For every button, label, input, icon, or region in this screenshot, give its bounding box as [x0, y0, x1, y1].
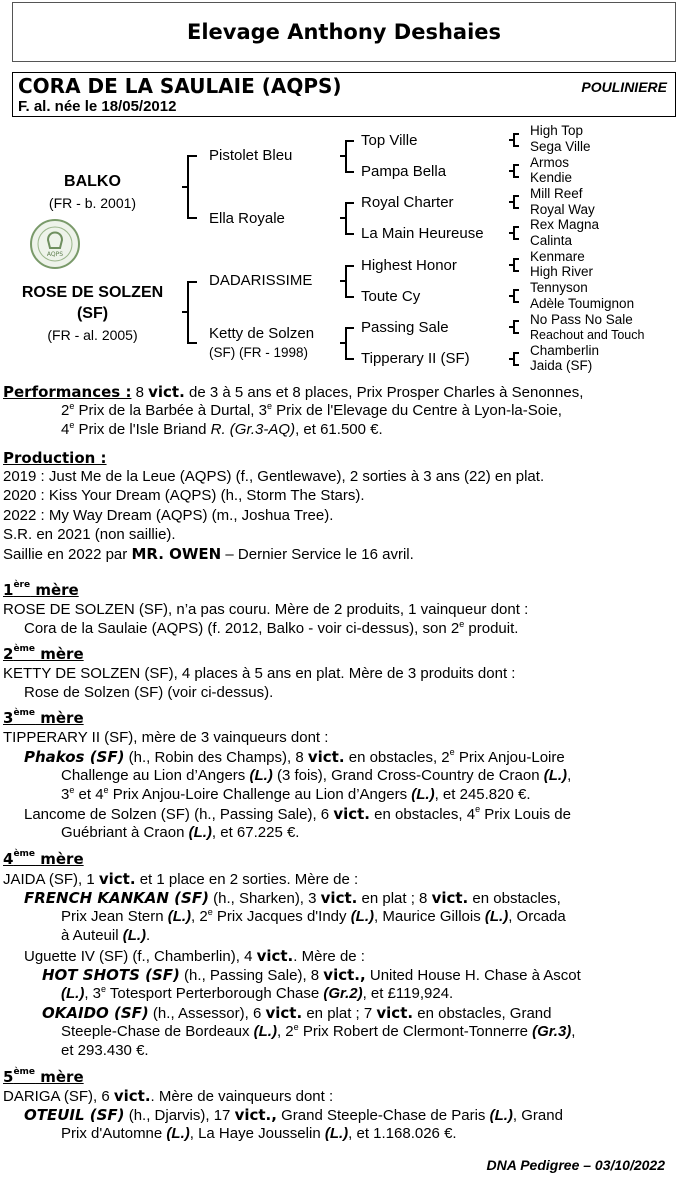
mere-5-heading	[3, 1068, 84, 1086]
sup: e	[459, 619, 465, 629]
text: à Auteuil	[61, 927, 123, 944]
performances-label: Performances :	[3, 383, 132, 401]
text: mère	[35, 1068, 84, 1086]
gen3-item: Pampa Bella	[361, 163, 447, 180]
text: et 1 place en 2 sorties. Mère de :	[135, 871, 359, 888]
text: Prix de l'Elevage du Centre à Lyon-la-Soie,	[271, 402, 562, 419]
mere-3-line	[61, 767, 571, 784]
text: (h., Djarvis), 17	[124, 1107, 235, 1124]
text: Saillie en 2022 par	[3, 546, 132, 563]
mere-2-line: Rose de Solzen (SF) (voir ci-dessus).	[24, 684, 274, 701]
gen4-item: Royal Way	[530, 202, 595, 217]
vict: vict.	[376, 1004, 414, 1022]
listed: (L.)	[543, 767, 568, 784]
horse-name: CORA DE LA SAULAIE (AQPS)	[18, 74, 342, 98]
sup: e	[69, 420, 75, 430]
vict: vict.	[307, 748, 345, 766]
gen3-item: Highest Honor	[361, 257, 457, 274]
text: Prix Robert de Clermont-Tonnerre	[298, 1023, 533, 1040]
text: Challenge au Lion d’Angers	[61, 767, 250, 784]
mere-1-heading	[3, 581, 79, 599]
sup: e	[103, 785, 109, 795]
sup: e	[449, 747, 455, 757]
sup: ème	[13, 849, 36, 859]
gen2-dam-dam: Ketty de Solzen	[209, 325, 315, 342]
text: Prix Jacques d'Indy	[212, 908, 351, 925]
text: Uguette IV (SF) (f., Chamberlin), 4	[24, 948, 257, 965]
sup: ère	[13, 580, 31, 590]
listed: (L.)	[411, 786, 435, 803]
mere-3-line	[61, 786, 531, 803]
text: mère	[35, 850, 84, 868]
gen3-item: Royal Charter	[361, 194, 454, 211]
sup: e	[69, 401, 75, 411]
text: 3	[61, 786, 70, 803]
text: R. (Gr.3-AQ)	[210, 421, 296, 438]
listed: (L.)	[61, 985, 85, 1002]
listed: (L.)	[167, 908, 192, 925]
text: en obstacles, Grand	[413, 1005, 552, 1022]
dam-name-suffix: (SF)	[76, 305, 109, 322]
text: (h., Robin des Champs), 8	[124, 749, 308, 766]
gen4-item: Kendie	[530, 170, 573, 185]
text: , La Haye Jousselin	[189, 1125, 325, 1142]
text: Prix Anjou-Loire	[454, 749, 565, 766]
sup: ème	[13, 644, 36, 654]
mere-4-line	[61, 908, 566, 925]
listed: (L.)	[350, 908, 375, 925]
gen4-item: Sega Ville	[530, 139, 591, 154]
text: 4	[61, 421, 70, 438]
text: Totesport Perterborough Chase	[106, 985, 324, 1002]
text: Grand Steeple-Chase de Paris	[276, 1107, 490, 1124]
performances-line-2	[61, 402, 562, 419]
text: produit.	[464, 620, 519, 637]
vict: vict.	[256, 947, 294, 965]
text: , et 245.820 €.	[434, 786, 531, 803]
gen3-item: Tipperary II (SF)	[361, 350, 470, 367]
horse-name: FRENCH KANKAN (SF)	[24, 889, 209, 907]
text: 2	[3, 645, 14, 663]
gen4-item: Tennyson	[530, 280, 588, 295]
sup: e	[207, 907, 213, 917]
gen4-item: Kenmare	[530, 249, 585, 264]
text: .	[146, 927, 151, 944]
sup: e	[101, 984, 107, 994]
text: , Grand	[512, 1107, 563, 1124]
gen2-sire-sire: Pistolet Bleu	[209, 147, 293, 164]
mere-4-line	[61, 985, 453, 1002]
text: en obstacles,	[468, 890, 561, 907]
listed: (L.)	[122, 927, 147, 944]
mere-1-line: ROSE DE SOLZEN (SF), n’a pas couru. Mère de 2 produits, 1 vainqueur dont :	[3, 601, 529, 618]
vict: vict.	[98, 870, 136, 888]
text: . Mère de vainqueurs dont :	[150, 1088, 334, 1105]
mere-4-line: et 293.430 €.	[61, 1042, 149, 1059]
mere-3-heading	[3, 709, 84, 727]
gen4-item: Mill Reef	[530, 186, 583, 201]
text: , et 67.225 €.	[211, 824, 300, 841]
text: mère	[35, 709, 84, 727]
text: Steeple-Chase de Bordeaux	[61, 1023, 254, 1040]
text: Prix d'Automne	[61, 1125, 167, 1142]
text: et 4	[74, 786, 104, 803]
gen4-item: High River	[530, 264, 594, 279]
vict: vict.	[148, 383, 185, 401]
production-label: Production :	[3, 449, 107, 467]
text: JAIDA (SF), 1	[3, 871, 99, 888]
mere-2-line: KETTY DE SOLZEN (SF), 4 places à 5 ans en plat. Mère de 3 produits dont :	[3, 665, 516, 682]
gen3-item: Passing Sale	[361, 319, 449, 336]
text: 3	[3, 709, 14, 727]
horse-name: Phakos (SF)	[24, 748, 125, 766]
sire-info: (FR - b. 2001)	[48, 195, 137, 211]
vict: vict.	[333, 805, 371, 823]
text: mère	[35, 645, 84, 663]
group: (Gr.2)	[323, 985, 363, 1002]
vict: vict.,	[234, 1106, 277, 1124]
text: , 2	[276, 1023, 294, 1040]
mere-5-line	[3, 1087, 333, 1105]
listed: (L.)	[489, 1107, 513, 1124]
sup: e	[69, 785, 75, 795]
text: , 2	[191, 908, 208, 925]
production-line: 2020 : Kiss Your Dream (AQPS) (h., Storm The Stars).	[3, 487, 365, 504]
mere-4-line	[24, 889, 561, 907]
text: en obstacles, 4	[370, 806, 476, 823]
mere-3-line	[24, 805, 571, 823]
performances-line-1	[3, 383, 583, 401]
text: en obstacles, 2	[344, 749, 450, 766]
production-line: 2019 : Just Me de la Leue (AQPS) (f., Gentlewave), 2 sorties à 3 ans (22) en plat.	[3, 468, 545, 485]
text: mère	[30, 581, 79, 599]
dam-name: ROSE DE SOLZEN	[21, 284, 164, 301]
mere-3-line: TIPPERARY II (SF), mère de 3 vainqueurs dont :	[3, 729, 329, 746]
text: 5	[3, 1068, 14, 1086]
text: Prix de la Barbée à Durtal, 3	[74, 402, 267, 419]
listed: (L.)	[253, 1023, 277, 1040]
gen2-dam-sire: DADARISSIME	[209, 272, 313, 289]
text: , et £119,924.	[362, 985, 454, 1002]
mere-3-line	[24, 748, 565, 766]
text: en plat ; 7	[302, 1005, 377, 1022]
footer-credit: DNA Pedigree – 03/10/2022	[486, 1157, 665, 1173]
text: 1	[3, 581, 14, 599]
production-line: 2022 : My Way Dream (AQPS) (m., Joshua Tree).	[3, 507, 334, 524]
gen4-item: Calinta	[530, 233, 573, 248]
horse-name: HOT SHOTS (SF)	[42, 966, 180, 984]
gen3-item: Toute Cy	[361, 288, 421, 305]
text: (h., Assessor), 6	[148, 1005, 266, 1022]
text: United House H. Chase à Ascot	[365, 967, 581, 984]
text: 8	[131, 384, 149, 401]
gen4-item: Adèle Toumignon	[530, 296, 635, 311]
text: (3 fois), Grand Cross-Country de Craon	[272, 767, 544, 784]
mere-4-line	[3, 870, 358, 888]
text: 4	[3, 850, 14, 868]
vict: vict.	[431, 889, 469, 907]
text: Lancome de Solzen (SF) (h., Passing Sale), 6	[24, 806, 334, 823]
text: de 3 à 5 ans et 8 places, Prix Prosper Charles à Senonnes,	[184, 384, 584, 401]
text: . Mère de :	[293, 948, 365, 965]
text: ,	[571, 1023, 576, 1040]
sup: ème	[13, 708, 36, 718]
text: , et 1.168.026 €.	[348, 1125, 457, 1142]
page-title: Elevage Anthony Deshaies	[186, 20, 502, 44]
text: DARIGA (SF), 6	[3, 1088, 114, 1105]
mere-2-heading	[3, 645, 84, 663]
production-line: S.R. en 2021 (non saillie).	[3, 526, 176, 543]
mere-1-line	[24, 620, 518, 637]
horse-name: OTEUIL (SF)	[24, 1106, 125, 1124]
sup: ème	[13, 1067, 36, 1077]
mere-5-line	[24, 1106, 563, 1124]
sire-name: BALKO	[64, 173, 121, 190]
mere-4-line	[61, 927, 150, 944]
gen4-item: Chamberlin	[530, 343, 600, 358]
mere-4-heading	[3, 850, 84, 868]
horse-type: POULINIERE	[581, 79, 667, 95]
text: , Maurice Gillois	[374, 908, 485, 925]
text: ,	[567, 767, 572, 784]
listed: (L.)	[324, 1125, 349, 1142]
mere-4-line	[42, 1004, 552, 1022]
group: (Gr.3)	[532, 1023, 572, 1040]
text: Guébriant à Craon	[61, 824, 189, 841]
text: (h., Passing Sale), 8	[179, 967, 324, 984]
sup: e	[475, 804, 481, 814]
text: , et 61.500 €.	[295, 421, 383, 438]
text: Prix de l'Isle Briand	[74, 421, 211, 438]
text: (h., Sharken), 3	[208, 890, 321, 907]
vict: vict.	[265, 1004, 303, 1022]
text: , Orcada	[508, 908, 566, 925]
mere-4-line	[61, 1023, 575, 1040]
stallion-name: MR. OWEN	[131, 545, 222, 563]
gen4-item: Reachout and Touch	[530, 328, 645, 342]
gen4-item: High Top	[530, 123, 584, 138]
listed: (L.)	[166, 1125, 190, 1142]
vict: vict.,	[323, 966, 366, 984]
gen4-item: No Pass No Sale	[530, 312, 633, 327]
vict: vict.	[113, 1087, 151, 1105]
sup: e	[293, 1022, 299, 1032]
gen3-item: Top Ville	[361, 132, 418, 149]
vict: vict.	[320, 889, 358, 907]
aqps-logo	[29, 218, 81, 270]
text: , 3	[84, 985, 102, 1002]
text: Prix Louis de	[480, 806, 571, 823]
logo-text: AQPS	[46, 251, 64, 258]
mere-4-line	[42, 966, 581, 984]
sup: e	[266, 401, 272, 411]
performances-line-3	[61, 421, 383, 438]
text: 2	[61, 402, 70, 419]
text: Prix Jean Stern	[61, 908, 168, 925]
gen4-item: Jaida (SF)	[530, 358, 593, 373]
listed: (L.)	[188, 824, 212, 841]
gen3-item: La Main Heureuse	[361, 225, 484, 242]
horse-name: OKAIDO (SF)	[42, 1004, 149, 1022]
mere-4-line	[24, 947, 365, 965]
listed: (L.)	[484, 908, 509, 925]
text: Prix Anjou-Loire Challenge au Lion d’Angers	[108, 786, 412, 803]
gen4-item: Armos	[530, 155, 570, 170]
text: en plat ; 8	[357, 890, 432, 907]
gen2-sire-dam: Ella Royale	[209, 210, 285, 227]
text: Cora de la Saulaie (AQPS) (f. 2012, Balko - voir ci-dessus), son 2	[24, 620, 460, 637]
text: – Dernier Service le 16 avril.	[221, 546, 414, 563]
listed: (L.)	[249, 767, 273, 784]
horse-birth: F. al. née le 18/05/2012	[18, 98, 177, 115]
mere-5-line	[61, 1125, 457, 1142]
gen4-item: Rex Magna	[530, 217, 600, 232]
saillie-line	[3, 545, 414, 563]
mere-3-line	[61, 824, 299, 841]
gen2-dam-dam-info: (SF) (FR - 1998)	[209, 345, 309, 360]
dam-info: (FR - al. 2005)	[47, 327, 138, 343]
